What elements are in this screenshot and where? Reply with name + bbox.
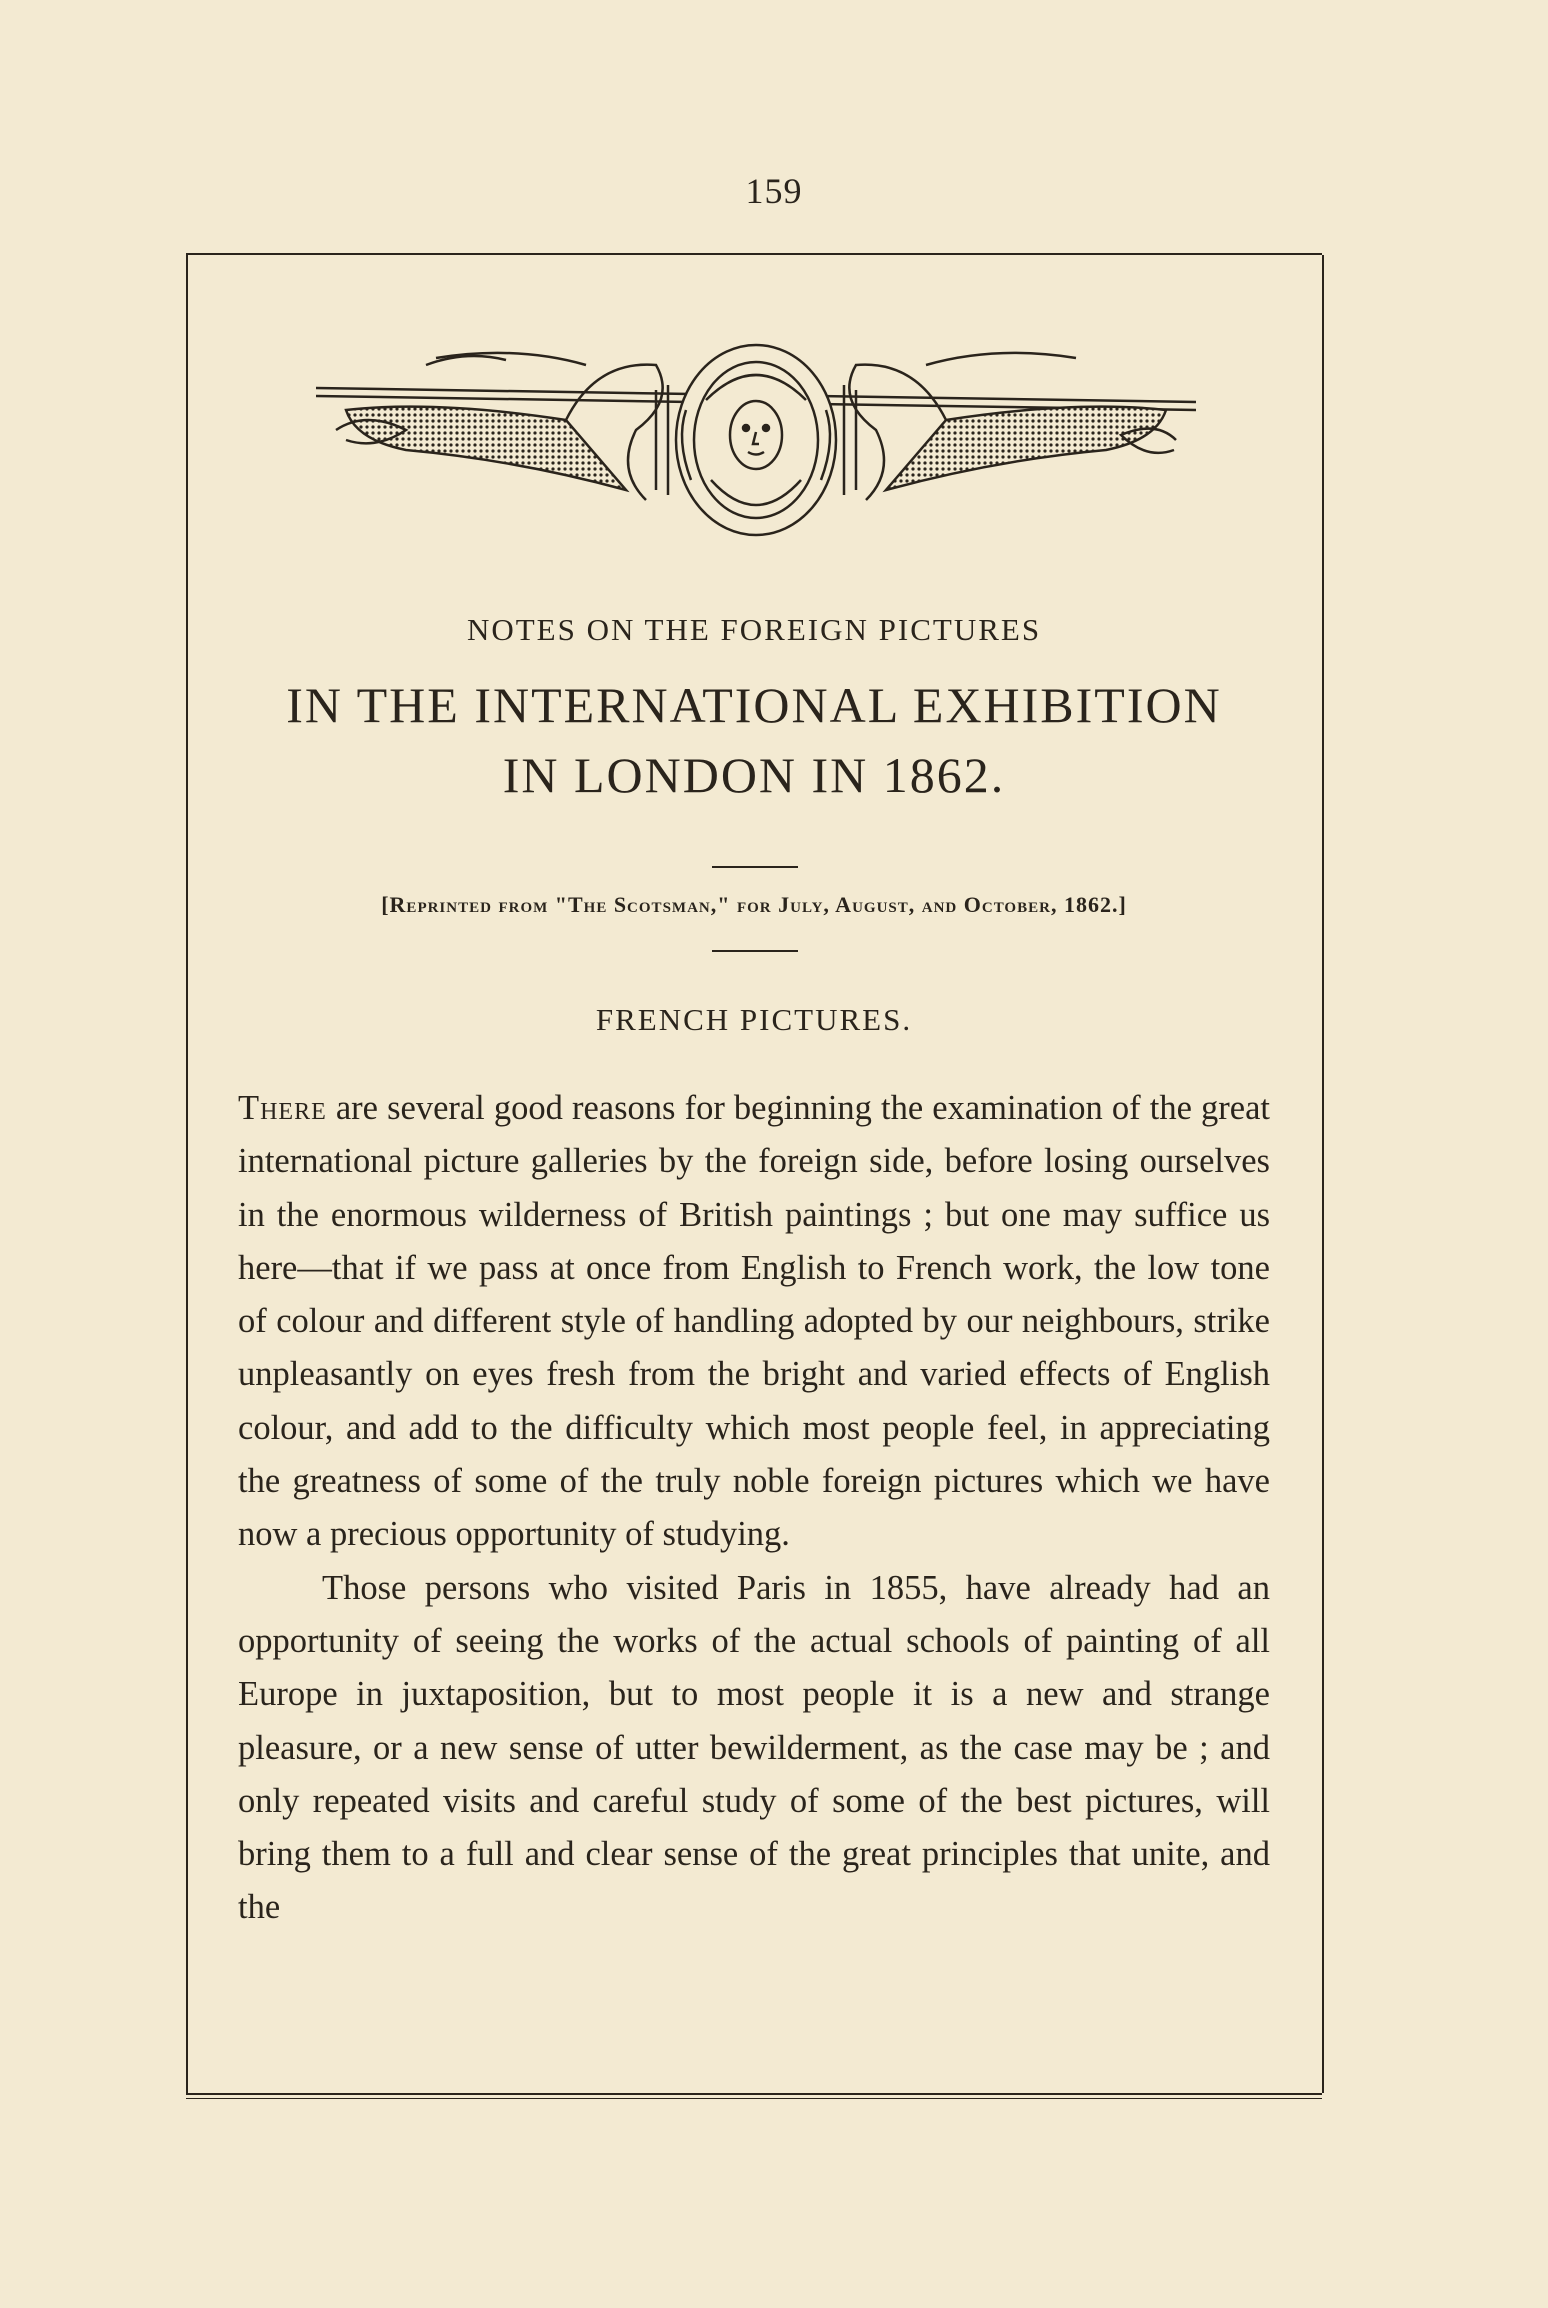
body-text [238,1082,1270,1935]
frame-bottom-rule-thin [186,2098,1322,2099]
frame-bottom-rule [186,2093,1322,2095]
page-number: 159 [745,171,803,211]
paragraph-1-text: are several good reasons for beginning the examination of the great international picture galleries by the foreign side, before losing ourselves in the enormous wilderness of British paintings ; but one may suffice us here—that if we pass at once from English to French work, the low tone of colour and different style of handling adopted by our neighbours, strike unpleasantly on eyes fresh from the bright and varied effects of English colour, and add to the difficulty which most people feel, in appreciating the greatness of some of the truly noble foreign pictures which we have now a precious opportunity of studying. [238,1089,1270,1554]
ornamental-headpiece-icon [316,340,1196,540]
heading-line-2: IN THE INTERNATIONAL EXHIBITION [286,677,1222,733]
reprint-note: [Reprinted from "The Scotsman," for July, August, and October, 1862.] [381,892,1127,917]
paragraph-1 [238,1082,1270,1562]
divider-upper [712,866,798,868]
divider-lower [712,950,798,952]
paragraph-2: Those persons who visited Paris in 1855, have already had an opportunity of seeing the works of the actual schools of painting of all Europe in juxtaposition, but to most people it is a new and strange pleasure, or a new sense of utter bewilderment, as the case may be ; and only repeated visits and careful study of some of the best pictures, will bring them to a full and clear sense of the great principles that unite, and the [238,1568,1270,1927]
heading-line-1: NOTES ON THE FOREIGN PICTURES [466,612,1042,647]
section-title: FRENCH PICTURES. [595,1002,913,1037]
heading-line-3: IN LONDON IN 1862. [502,747,1006,803]
drop-lead-word: There [238,1089,327,1127]
